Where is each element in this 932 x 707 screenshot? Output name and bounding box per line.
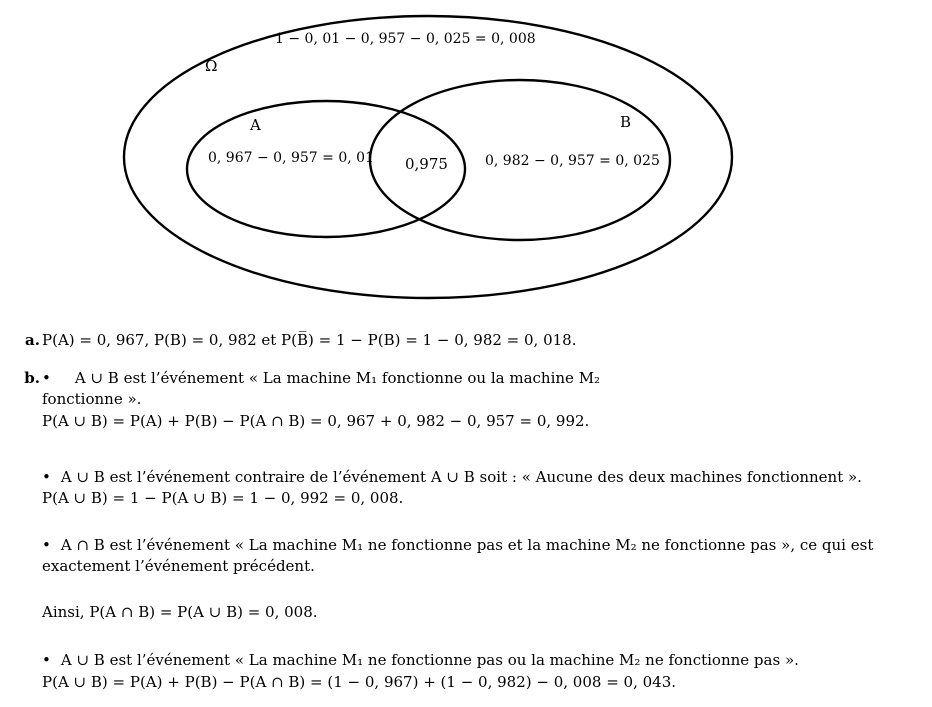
item1-line1: • A ∪ B est l’événement « La machine M₁ fonctionne ou la machine M₂: [42, 369, 601, 387]
bullet: •: [42, 536, 51, 554]
item1-line2: fonctionne ».: [42, 390, 142, 408]
item1-formula: P(A ∪ B) = P(A) + P(B) − P(A ∩ B) = 0, 967 + 0, 982 − 0, 957 = 0, 992.: [42, 412, 590, 430]
b-only-value: 0, 982 − 0, 957 = 0, 025: [485, 153, 660, 169]
bullet: •: [42, 369, 51, 387]
set-a-label: A: [250, 116, 261, 134]
part-a-tag: a.: [25, 331, 40, 349]
item4-line1: • A ∪ B est l’événement « La machine M₁ ne fonctionne pas ou la machine M₂ ne fonctionne pas ».: [42, 651, 799, 669]
venn-diagram: [0, 0, 932, 310]
outside-value: 1 − 0, 01 − 0, 957 − 0, 025 = 0, 008: [275, 31, 536, 47]
intersection-value: 0,975: [405, 155, 448, 173]
conclusion: Ainsi, P(A ∩ B) = P(A ∪ B) = 0, 008.: [42, 603, 318, 621]
part-a-text: P(A) = 0, 967, P(B) = 0, 982 et P(B̅) = 1 − P(B) = 1 − 0, 982 = 0, 018.: [42, 331, 577, 349]
item2-formula: P(A ∪ B) = 1 − P(A ∪ B) = 1 − 0, 992 = 0, 008.: [42, 489, 404, 507]
omega-label: Ω: [205, 57, 218, 75]
bullet: •: [42, 651, 51, 669]
item2-line1: • A ∪ B est l’événement contraire de l’événement A ∪ B soit : « Aucune des deux machines fonctionnent ».: [42, 468, 862, 486]
a-only-value: 0, 967 − 0, 957 = 0, 01: [208, 150, 374, 166]
part-b-tag: b.: [24, 369, 40, 387]
bullet: •: [42, 468, 51, 486]
item3-line1: • A ∩ B est l’événement « La machine M₁ ne fonctionne pas et la machine M₂ ne fonctionne pas », ce qui est: [42, 536, 874, 554]
item3-line2: exactement l’événement précédent.: [42, 557, 315, 575]
set-b-label: B: [620, 113, 632, 131]
item4-formula: P(A ∪ B) = P(A) + P(B) − P(A ∩ B) = (1 − 0, 967) + (1 − 0, 982) − 0, 008 = 0, 043.: [42, 673, 677, 691]
